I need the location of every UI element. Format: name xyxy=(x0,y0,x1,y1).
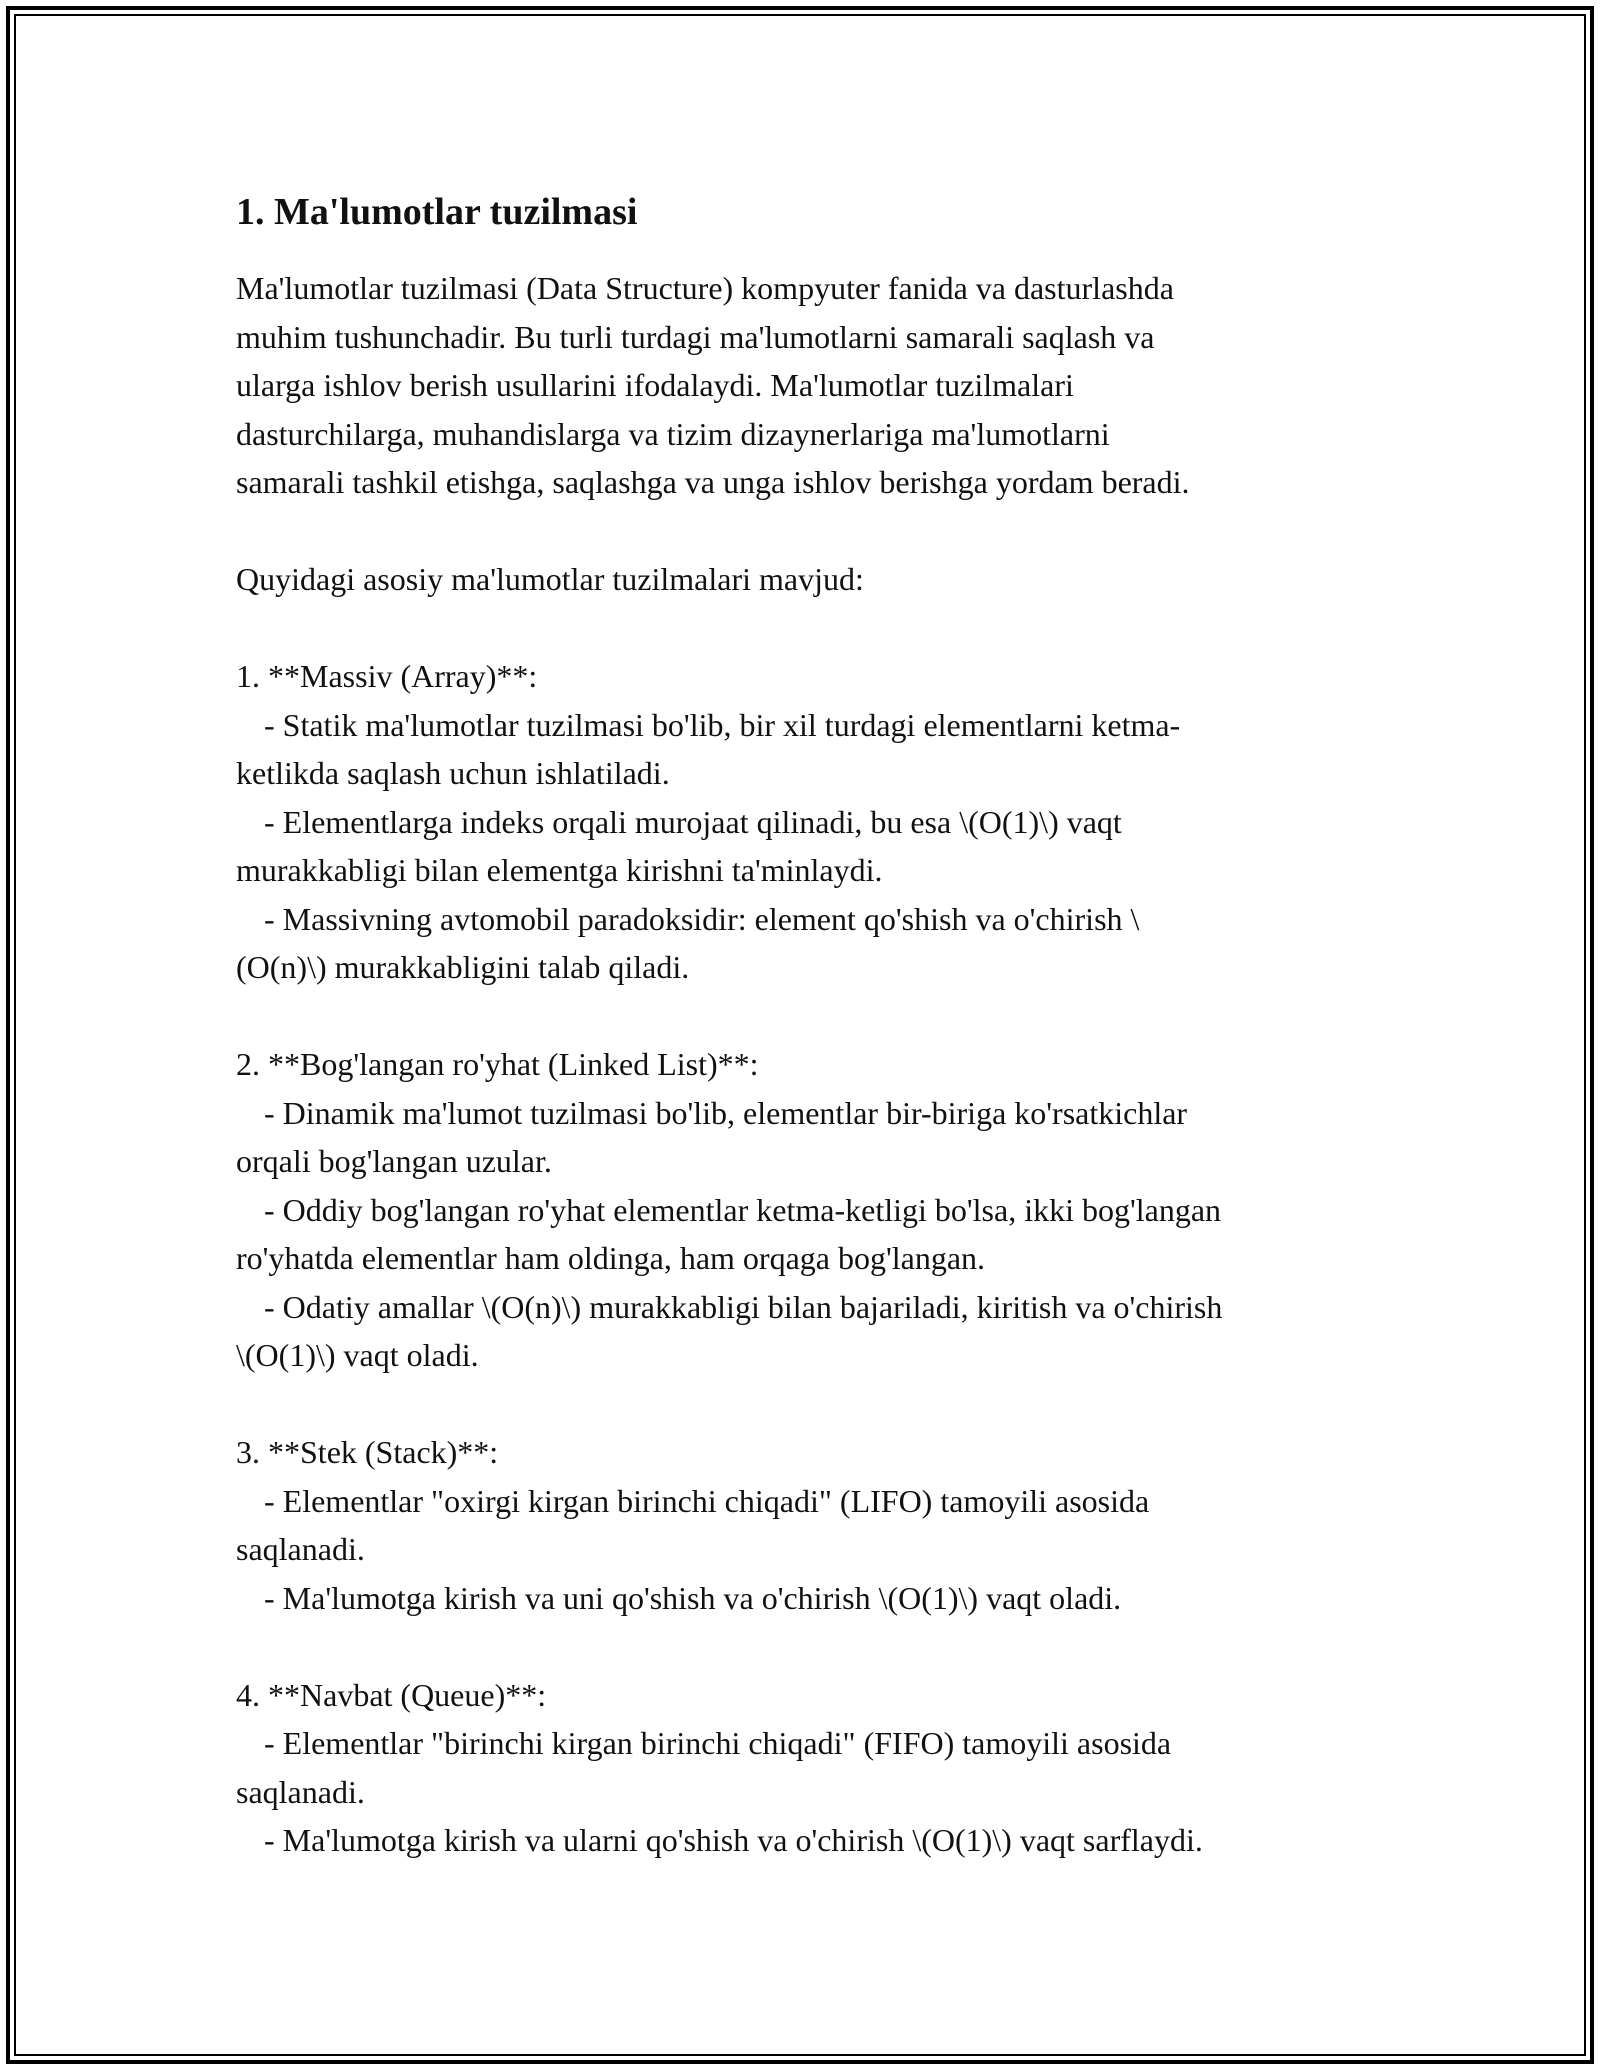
structure-item xyxy=(236,1040,1386,1380)
structure-heading: 3. **Stek (Stack)**: xyxy=(236,1434,499,1470)
structure-line: - Oddiy bog'langan ro'yhat elementlar ketma-ketligi bo'lsa, ikki bog'langan xyxy=(264,1191,1222,1228)
structure-line: - Elementlar "oxirgi kirgan birinchi chiqadi" (LIFO) tamoyili asosida xyxy=(264,1482,1150,1519)
structure-item xyxy=(236,652,1386,992)
structure-item xyxy=(236,1428,1386,1622)
structure-line: (O(n)\) murakkabligini talab qiladi. xyxy=(236,949,690,985)
intro-line: muhim tushunchadir. Bu turli turdagi ma'lumotlarni samarali saqlash va xyxy=(236,318,1155,355)
structure-heading: 4. **Navbat (Queue)**: xyxy=(236,1676,547,1713)
structure-line: - Odatiy amallar \(O(n)\) murakkabligi bilan bajariladi, kiritish va o'chirish xyxy=(264,1288,1223,1325)
structure-line: ketlikda saqlash uchun ishlatiladi. xyxy=(236,755,670,791)
document-body xyxy=(236,186,1386,1865)
intro-line: Ma'lumotlar tuzilmasi (Data Structure) kompyuter fanida va dasturlashda xyxy=(236,270,1174,306)
structure-line: - Dinamik ma'lumot tuzilmasi bo'lib, elementlar bir-biriga ko'rsatkichlar xyxy=(264,1094,1188,1131)
structure-line: - Ma'lumotga kirish va ularni qo'shish va o'chirish \(O(1)\) vaqt sarflaydi. xyxy=(264,1822,1203,1858)
blank-line xyxy=(236,1380,1386,1429)
structure-heading: 1. **Massiv (Array)**: xyxy=(236,658,538,694)
blank-line xyxy=(236,604,1386,653)
structure-item xyxy=(236,1671,1386,1865)
document-title: 1. Ma'lumotlar tuzilmasi xyxy=(236,191,638,233)
structure-heading: 2. **Bog'langan ro'yhat (Linked List)**: xyxy=(236,1046,759,1082)
structure-line: saqlanadi. xyxy=(236,1531,365,1567)
structure-line: murakkabligi bilan elementga kirishni ta'minlaydi. xyxy=(236,852,883,888)
intro-paragraph xyxy=(236,264,1386,507)
list-intro: Quyidagi asosiy ma'lumotlar tuzilmalari mavjud: xyxy=(236,561,864,597)
structure-line: - Elementlar "birinchi kirgan birinchi chiqadi" (FIFO) tamoyili asosida xyxy=(264,1725,1172,1761)
structure-line: \(O(1)\) vaqt oladi. xyxy=(236,1337,479,1373)
structure-line: - Elementlarga indeks orqali murojaat qilinadi, bu esa \(O(1)\) vaqt xyxy=(264,803,1122,840)
blank-line xyxy=(236,1622,1386,1671)
structure-line: ro'yhatda elementlar ham oldinga, ham orqaga bog'langan. xyxy=(236,1240,986,1276)
structures-list xyxy=(236,604,1386,1865)
structure-line: - Ma'lumotga kirish va uni qo'shish va o'chirish \(O(1)\) vaqt oladi. xyxy=(264,1579,1122,1616)
structure-line: - Statik ma'lumotlar tuzilmasi bo'lib, bir xil turdagi elementlarni ketma- xyxy=(264,706,1181,743)
intro-line: dasturchilarga, muhandislarga va tizim dizaynerlariga ma'lumotlarni xyxy=(236,415,1110,452)
structure-line: saqlanadi. xyxy=(236,1773,365,1810)
intro-line: samarali tashkil etishga, saqlashga va unga ishlov berishga yordam beradi. xyxy=(236,464,1190,500)
blank-line xyxy=(236,992,1386,1041)
blank-line xyxy=(236,507,1386,556)
intro-line: ularga ishlov berish usullarini ifodalaydi. Ma'lumotlar tuzilmalari xyxy=(236,367,1074,403)
structure-line: - Massivning avtomobil paradoksidir: element qo'shish va o'chirish \ xyxy=(264,900,1140,937)
structure-line: orqali bog'langan uzular. xyxy=(236,1143,552,1179)
